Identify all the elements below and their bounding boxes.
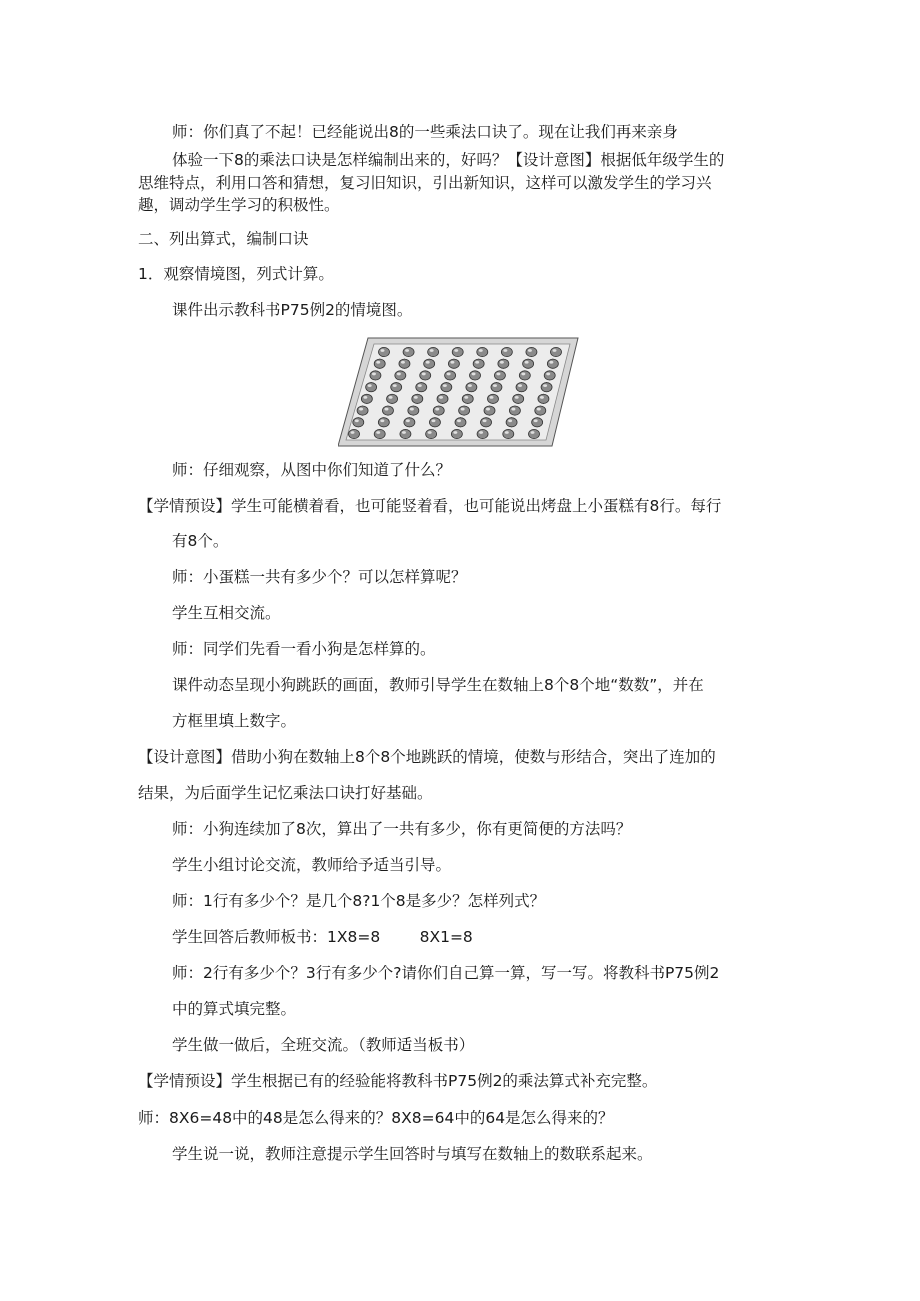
cake bbox=[506, 418, 517, 427]
cake bbox=[477, 429, 488, 438]
cake bbox=[361, 394, 372, 403]
cake-highlight bbox=[402, 431, 406, 434]
text-line-18: 师：小狗连续加了8次，算出了一共有多少，你有更简便的方法吗？ bbox=[172, 820, 632, 838]
cake-highlight bbox=[479, 431, 483, 434]
cake-highlight bbox=[505, 431, 509, 434]
cake bbox=[519, 371, 530, 380]
text-line-7: 课件出示教科书P75例2的情境图。 bbox=[172, 301, 413, 319]
cake bbox=[473, 359, 484, 368]
cake bbox=[428, 347, 439, 356]
text-line-22: 师：2行有多少个？3行有多少个?请你们自己算一算，写一写。将教科书P75例2 bbox=[172, 964, 720, 982]
text-line-11: 师：小蛋糕一共有多少个？可以怎样算呢？ bbox=[172, 568, 467, 586]
cake-highlight bbox=[518, 384, 522, 387]
cake bbox=[451, 429, 462, 438]
cake-highlight bbox=[503, 349, 507, 352]
cake-highlight bbox=[525, 361, 529, 364]
cake-highlight bbox=[397, 373, 401, 376]
cake-highlight bbox=[543, 384, 547, 387]
cake-highlight bbox=[453, 431, 457, 434]
cake bbox=[523, 359, 534, 368]
text-line-24: 学生做一做后，全班交流。（教师适当板书） bbox=[172, 1036, 475, 1054]
cake-highlight bbox=[401, 361, 405, 364]
cake-highlight bbox=[380, 419, 384, 422]
cake bbox=[503, 429, 514, 438]
text-line-20: 师：1行有多少个？是几个8?1个8是多少？怎样列式？ bbox=[172, 892, 546, 910]
cake-highlight bbox=[414, 396, 418, 399]
cake-highlight bbox=[537, 408, 541, 411]
cake-highlight bbox=[483, 419, 487, 422]
cake bbox=[370, 371, 381, 380]
cake bbox=[374, 359, 385, 368]
cake-highlight bbox=[489, 396, 493, 399]
cake bbox=[529, 429, 540, 438]
text-line-13: 师：同学们先看一看小狗是怎样算的。 bbox=[172, 640, 436, 658]
cake-highlight bbox=[381, 349, 385, 352]
cake-highlight bbox=[363, 396, 367, 399]
cake bbox=[470, 371, 481, 380]
cake bbox=[498, 359, 509, 368]
cake-highlight bbox=[410, 408, 414, 411]
text-line-1: 师：你们真了不起！已经能说出8的一些乘法口诀了。现在让我们再来亲身 bbox=[172, 123, 678, 141]
cake-highlight bbox=[428, 431, 432, 434]
cake bbox=[395, 371, 406, 380]
cake bbox=[526, 347, 537, 356]
cake bbox=[459, 406, 470, 415]
text-line-15: 方框里填上数字。 bbox=[172, 712, 297, 730]
cake-highlight bbox=[431, 419, 435, 422]
cake-highlight bbox=[454, 349, 458, 352]
cake-highlight bbox=[515, 396, 519, 399]
cake bbox=[400, 429, 411, 438]
cake-highlight bbox=[496, 373, 500, 376]
cake-highlight bbox=[528, 349, 532, 352]
cake bbox=[391, 383, 402, 392]
cake bbox=[353, 418, 364, 427]
cake-highlight bbox=[418, 384, 422, 387]
cake-highlight bbox=[468, 384, 472, 387]
text-line-4: 趣，调动学生学习的积极性。 bbox=[138, 196, 340, 214]
cake-highlight bbox=[450, 361, 454, 364]
baking-tray-figure bbox=[338, 336, 582, 448]
cake bbox=[484, 406, 495, 415]
cake bbox=[466, 383, 477, 392]
cake-highlight bbox=[393, 384, 397, 387]
cake bbox=[535, 406, 546, 415]
cake-highlight bbox=[426, 361, 430, 364]
cake-highlight bbox=[422, 373, 426, 376]
cake bbox=[544, 371, 555, 380]
cake-highlight bbox=[531, 431, 535, 434]
cake-highlight bbox=[500, 361, 504, 364]
cake bbox=[399, 359, 410, 368]
cake-highlight bbox=[540, 396, 544, 399]
cake bbox=[513, 394, 524, 403]
cake-highlight bbox=[384, 408, 388, 411]
cake-highlight bbox=[359, 408, 363, 411]
cake-highlight bbox=[351, 431, 355, 434]
text-line-19: 学生小组讨论交流，教师给予适当引导。 bbox=[172, 856, 452, 874]
cake-highlight bbox=[508, 419, 512, 422]
cake-highlight bbox=[511, 408, 515, 411]
cake bbox=[448, 359, 459, 368]
cake-highlight bbox=[389, 396, 393, 399]
cake bbox=[433, 406, 444, 415]
text-line-12: 学生互相交流。 bbox=[172, 604, 281, 622]
cake bbox=[516, 383, 527, 392]
cake bbox=[387, 394, 398, 403]
text-line-23: 中的算式填完整。 bbox=[172, 1000, 297, 1018]
cake-highlight bbox=[553, 349, 557, 352]
cake bbox=[349, 429, 360, 438]
cake bbox=[491, 383, 502, 392]
cake bbox=[379, 347, 390, 356]
cake-highlight bbox=[472, 373, 476, 376]
text-line-16: 【设计意图】借助小狗在数轴上8个8个地跳跃的情境，使数与形结合，突出了连加的 bbox=[138, 748, 716, 766]
cake bbox=[437, 394, 448, 403]
cake-highlight bbox=[372, 373, 376, 376]
text-line-17: 结果，为后面学生记忆乘法口诀打好基础。 bbox=[138, 784, 433, 802]
cake bbox=[382, 406, 393, 415]
cake-highlight bbox=[430, 349, 434, 352]
cake bbox=[494, 371, 505, 380]
cake bbox=[455, 418, 466, 427]
cake bbox=[378, 418, 389, 427]
cake-highlight bbox=[546, 373, 550, 376]
text-line-2: 体验一下8的乘法口诀是怎样编制出来的，好吗？【设计意图】根据低年级学生的 bbox=[172, 151, 725, 169]
cake-highlight bbox=[521, 373, 525, 376]
cake bbox=[538, 394, 549, 403]
section-heading: 二、列出算式，编制口诀 bbox=[138, 230, 309, 248]
text-line-9: 【学情预设】学生可能横着看，也可能竖着看，也可能说出烤盘上小蛋糕有8行。每行 bbox=[138, 497, 722, 515]
cake bbox=[374, 429, 385, 438]
text-line-14: 课件动态呈现小狗跳跃的画面，教师引导学生在数轴上8个8个地“数数”，并在 bbox=[172, 676, 704, 694]
cake bbox=[403, 347, 414, 356]
cake bbox=[452, 347, 463, 356]
cake-highlight bbox=[464, 396, 468, 399]
cake bbox=[404, 418, 415, 427]
cake bbox=[551, 347, 562, 356]
cake bbox=[462, 394, 473, 403]
text-line-3: 思维特点，利用口答和猜想，复习旧知识，引出新知识，这样可以激发学生的学习兴 bbox=[138, 174, 712, 192]
cake bbox=[547, 359, 558, 368]
cake bbox=[441, 383, 452, 392]
cake bbox=[426, 429, 437, 438]
cake bbox=[408, 406, 419, 415]
cake bbox=[416, 383, 427, 392]
text-line-25: 【学情预设】学生根据已有的经验能将教科书P75例2的乘法算式补充完整。 bbox=[138, 1072, 658, 1090]
cake-highlight bbox=[486, 408, 490, 411]
text-line-8: 师：仔细观察，从图中你们知道了什么？ bbox=[172, 461, 452, 479]
text-line-21: 学生回答后教师板书：1X8=8 8X1=8 bbox=[172, 928, 473, 946]
cake-highlight bbox=[461, 408, 465, 411]
cake bbox=[481, 418, 492, 427]
subsection-heading: 1．观察情境图，列式计算。 bbox=[138, 265, 334, 283]
cake-highlight bbox=[355, 419, 359, 422]
cake-highlight bbox=[439, 396, 443, 399]
cake-highlight bbox=[493, 384, 497, 387]
cake-highlight bbox=[376, 361, 380, 364]
cake bbox=[412, 394, 423, 403]
cake bbox=[366, 383, 377, 392]
text-line-26: 师：8X6=48中的48是怎么得来的？8X8=64中的64是怎么得来的？ bbox=[138, 1109, 614, 1127]
cake-highlight bbox=[435, 408, 439, 411]
cake bbox=[509, 406, 520, 415]
cake-highlight bbox=[549, 361, 553, 364]
cake-highlight bbox=[368, 384, 372, 387]
cake bbox=[357, 406, 368, 415]
cake-highlight bbox=[479, 349, 483, 352]
cake-highlight bbox=[534, 419, 538, 422]
cake-highlight bbox=[457, 419, 461, 422]
cake-highlight bbox=[447, 373, 451, 376]
cake bbox=[429, 418, 440, 427]
cake-highlight bbox=[406, 419, 410, 422]
text-line-10: 有8个。 bbox=[172, 532, 229, 550]
cake bbox=[541, 383, 552, 392]
cake bbox=[445, 371, 456, 380]
cake-highlight bbox=[443, 384, 447, 387]
cake-highlight bbox=[405, 349, 409, 352]
cake-highlight bbox=[475, 361, 479, 364]
cake bbox=[501, 347, 512, 356]
cake bbox=[424, 359, 435, 368]
cake-highlight bbox=[376, 431, 380, 434]
text-line-27: 学生说一说，教师注意提示学生回答时与填写在数轴上的数联系起来。 bbox=[172, 1145, 653, 1163]
cake bbox=[420, 371, 431, 380]
cake bbox=[487, 394, 498, 403]
cake bbox=[532, 418, 543, 427]
cake bbox=[477, 347, 488, 356]
